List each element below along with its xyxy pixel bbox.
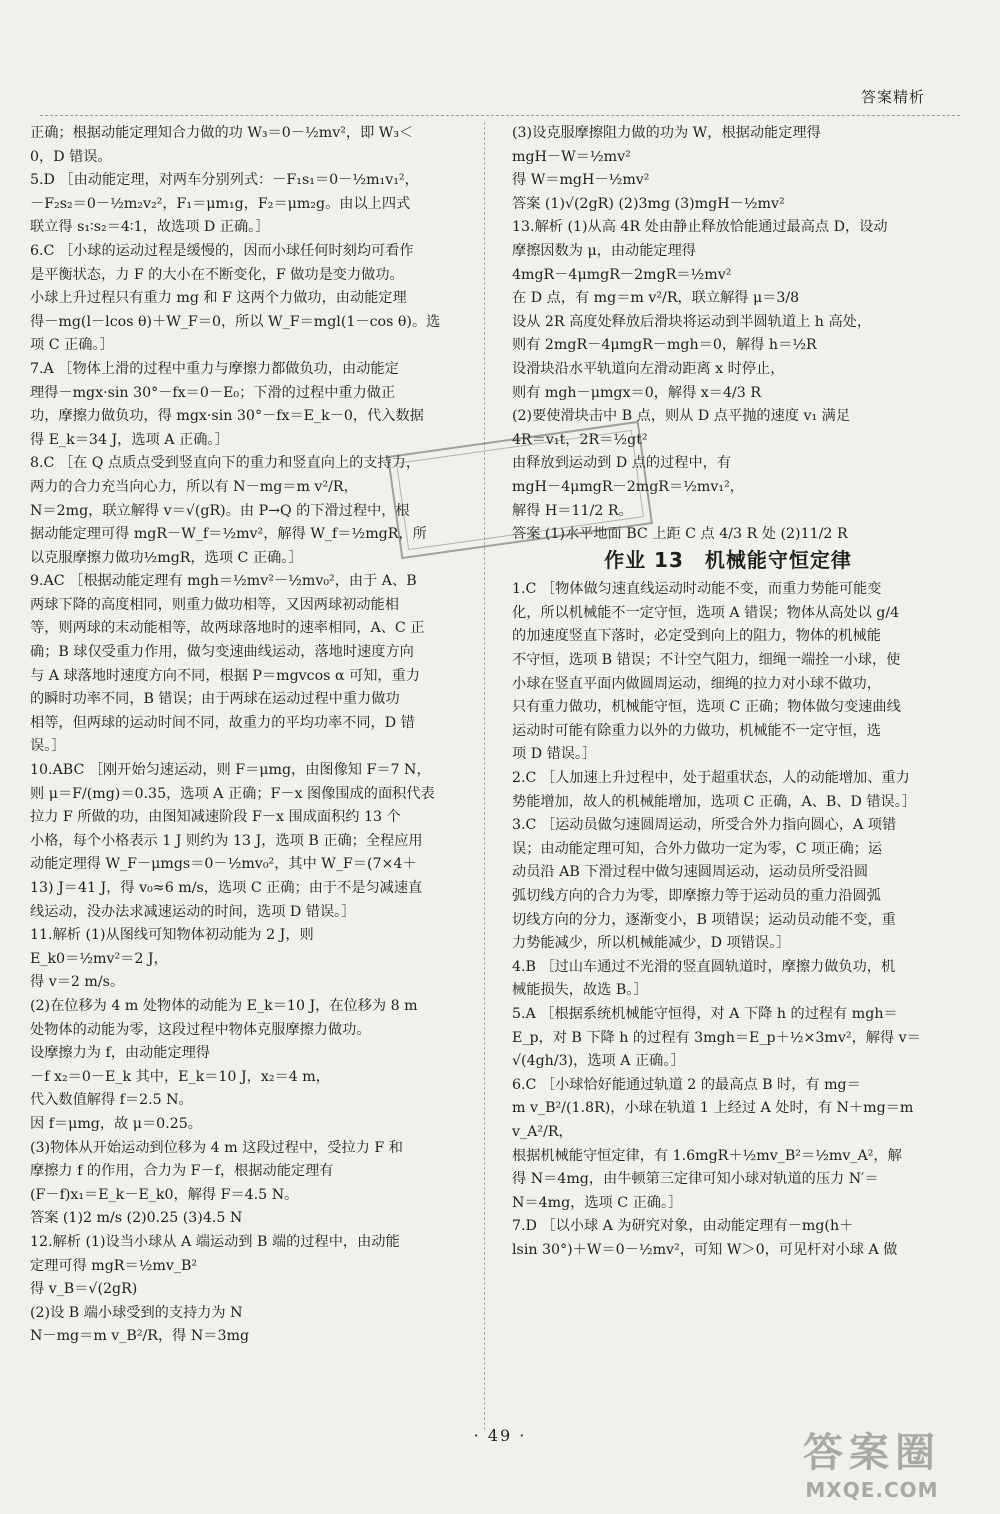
left-column-line: －F₂s₂＝0－½m₂v₂²，F₁＝μm₁g，F₂＝μm₂g。由以上四式	[30, 195, 411, 212]
watermark-logo-url: MXQE.COM	[805, 1478, 939, 1502]
right-column-a-line: 摩擦因数为 μ，由动能定理得	[512, 242, 696, 259]
column-divider	[484, 122, 485, 1430]
left-column-line: 代入数值解得 f＝2.5 N。	[30, 1092, 193, 1109]
right-column-section-13	[512, 578, 944, 1262]
section-title: 作业 13 机械能守恒定律	[604, 547, 852, 572]
right-column-a-line: 则有 2mgR－4μmgR－mgh＝0，解得 h＝½R	[512, 337, 817, 354]
right-column-b-line: 1.C ［物体做匀速直线运动时动能不变，而重力势能可能变	[512, 581, 882, 598]
right-column-a-line: (2)要使滑块击中 B 点，则从 D 点平抛的速度 v₁ 满足	[512, 408, 851, 425]
right-column-b-line: m v_B²/(1.8R)，小球在轨道 1 上经过 A 处时，有 N＋mg＝m v_A²/R，	[512, 1100, 914, 1140]
right-column-a-line: mgH－4μmgR－2mgR＝½mv₁²，	[512, 478, 744, 495]
left-column	[30, 122, 468, 1349]
header-title: 答案精析	[860, 88, 925, 106]
left-column-line: 得－mg(l－lcos θ)＋W_F＝0，所以 W_F＝mgl(1－cos θ)。选	[30, 313, 441, 330]
right-column-b-line: 力势能减少，所以机械能减少，D 项错误。］	[512, 935, 791, 952]
left-column-line: 理得－mgx·sin 30°－fx＝0－E₀；下滑的过程中重力做正	[30, 384, 396, 401]
right-column-a-line: 答案 (1)√(2gR) (2)3mg (3)mgH－½mv²	[512, 195, 785, 212]
right-column-a-line: 4mgR－4μmgR－2mgR＝½mv²	[512, 266, 732, 283]
left-column-line: 正确；根据动能定理知合力做的功 W₃＝0－½mv²，即 W₃＜	[30, 125, 414, 141]
right-column-b-line: 3.C ［运动员做匀速圆周运动，所受合外力指向圆心，A 项错	[512, 817, 897, 834]
right-column-b-line: 4.B ［过山车通过不光滑的竖直圆轨道时，摩擦力做负功，机	[512, 958, 896, 975]
watermark-logo-mark: 答案圈	[803, 1430, 941, 1476]
left-column-line: 9.AC ［根据动能定理有 mgh＝½mv²－½mv₀²，由于 A、B	[30, 573, 417, 590]
right-column-b-line: E_p，对 B 下降 h 的过程有 3mgh＝E_p＋½×3mv²，解得 v＝	[512, 1029, 921, 1046]
right-column-a-line: 4R＝v₁t，2R＝½gt²	[512, 431, 648, 448]
right-column-a-line: mgH－W＝½mv²	[512, 148, 631, 165]
left-column-line: 则 μ＝F/(mg)＝0.35，选项 A 正确；F－x 图像围成的面积代表	[30, 785, 435, 802]
site-watermark-logo	[762, 1428, 982, 1508]
left-column-line: 据动能定理可得 mgR－W_f＝½mv²，解得 W_f＝½mgR，所	[30, 526, 427, 543]
right-column-a-line: 由释放到运动到 D 点的过程中，有	[512, 455, 732, 472]
left-column-line: 处物体的动能为零，这段过程中物体克服摩擦力做功。	[30, 1021, 371, 1038]
left-column-line: 5.D ［由动能定理，对两车分别列式：－F₁s₁＝0－½m₁v₁²，	[30, 172, 419, 189]
left-column-line: －f x₂＝0－E_k 其中，E_k＝10 J，x₂＝4 m，	[30, 1068, 330, 1085]
right-column-a-line: 设滑块沿水平轨道向左滑动距离 x 时停止，	[512, 360, 785, 377]
right-column-a-line: 则有 mgh－μmgx＝0，解得 x＝4/3 R	[512, 384, 762, 401]
left-column-line: 等，则两球的末动能相等，故两球落地时的速率相同，A、C 正	[30, 620, 425, 637]
left-column-line: 定理可得 mgR＝½mv_B²	[30, 1257, 198, 1274]
right-column-b-line: 误；由动能定理可知，合外力做功一定为零，C 项正确；运	[512, 840, 883, 857]
left-column-line: 小球上升过程只有重力 mg 和 F 这两个力做功，由动能定理	[30, 290, 407, 307]
left-column-line: E_k0＝½mv²＝2 J，	[30, 950, 168, 967]
left-column-line: 线运动，没办法求减速运动的时间，选项 D 错误。］	[30, 903, 356, 920]
left-column-line: 与 A 球落地时速度方向不同，根据 P＝mgvcos α 可知，重力	[30, 667, 420, 684]
right-column-a-line: 得 W＝mgH－½mv²	[512, 172, 650, 189]
left-column-line: 10.ABC ［刚开始匀速运动，则 F＝μmg，由图像知 F＝7 N，	[30, 762, 431, 779]
right-column-b-line: 2.C ［人加速上升过程中，处于超重状态，人的动能增加、重力	[512, 770, 910, 787]
right-column-a-line: 13.解析 (1)从高 4R 处由静止释放恰能通过最高点 D，设动	[512, 219, 888, 236]
left-column-line: (3)物体从开始运动到位移为 4 m 这段过程中，受拉力 F 和	[30, 1139, 403, 1156]
left-column-line: 12.解析 (1)设当小球从 A 端运动到 B 端的过程中，由动能	[30, 1233, 400, 1250]
left-column-line: 得 v＝2 m/s。	[30, 974, 125, 991]
left-column-line: (2)在位移为 4 m 处物体的动能为 E_k＝10 J，在位移为 8 m	[30, 997, 418, 1014]
left-column-line: 得 v_B＝√(2gR)	[30, 1281, 138, 1298]
left-column-line: 6.C ［小球的运动过程是缓慢的，因而小球任何时刻均可看作	[30, 242, 414, 259]
left-column-line: 小格，每个小格表示 1 J 则约为 13 J，选项 B 正确；全程应用	[30, 832, 423, 849]
left-column-line: 摩擦力 f 的作用，合力为 F－f，根据动能定理有	[30, 1163, 334, 1180]
left-column-line: 因 f＝μmg，故 μ＝0.25。	[30, 1115, 202, 1132]
left-column-line: 动能定理得 W_F－μmgs＝0－½mv₀²，其中 W_F＝(7×4＋	[30, 856, 417, 873]
right-column-b-line: lsin 30°)＋W＝0－½mv²，可知 W＞0，可见杆对小球 A 做	[512, 1241, 898, 1258]
left-column-line: 联立得 s₁∶s₂＝4∶1，故选项 D 正确。］	[30, 219, 270, 236]
right-column-b-line: 只有重力做功，机械能守恒，选项 C 正确；物体做匀变速曲线	[512, 699, 901, 716]
left-column-line: 0，D 错误。	[30, 148, 112, 165]
left-column-line: N－mg＝m v_B²/R，得 N＝3mg	[30, 1328, 250, 1345]
left-column-line: 两力的合力充当向心力，所以有 N－mg＝m v²/R，	[30, 478, 358, 495]
left-column-line: 以克服摩擦力做功½mgR，选项 C 正确。］	[30, 549, 303, 566]
right-column-b-line: 6.C ［小球恰好能通过轨道 2 的最高点 B 时，有 mg＝	[512, 1076, 861, 1093]
right-column-b-line: 化，所以机械能不一定守恒，选项 A 错误；物体从高处以 g/4	[512, 604, 900, 621]
right-column-b-line: 切线方向的分力，逐渐变小，B 项错误；运动员动能不变，重	[512, 911, 896, 928]
left-column-line: 13) J＝41 J，得 v₀≈6 m/s，选项 C 正确；由于不是匀减速直	[30, 880, 423, 896]
left-column-line: 答案 (1)2 m/s (2)0.25 (3)4.5 N	[30, 1210, 243, 1227]
header-divider	[40, 115, 960, 117]
right-column-b-line: 项 D 错误。］	[512, 746, 597, 763]
right-column-a-line: 解得 H＝11/2 R。	[512, 502, 633, 519]
left-column-line: 11.解析 (1)从图线可知物体初动能为 2 J，则	[30, 927, 314, 944]
left-column-line: (2)设 B 端小球受到的支持力为 N	[30, 1304, 243, 1321]
right-column-b-line: 械能损失，故选 B。］	[512, 982, 648, 999]
right-column-b-line: 7.D ［以小球 A 为研究对象，由动能定理有－mg(h＋	[512, 1218, 854, 1235]
page-number: · 49 ·	[473, 1426, 527, 1445]
right-column-b-line: √(4gh/3)，选项 A 正确。］	[512, 1053, 685, 1070]
right-column-b-line: 不守恒，选项 B 错误；不计空气阻力，细绳一端拴一小球，使	[512, 652, 901, 669]
right-column-b-line: 的加速度竖直下落时，必定受到向上的阻力，物体的机械能	[512, 628, 881, 645]
left-column-line: 拉力 F 所做的功，由图知减速阶段 F－x 围成面积约 13 个	[30, 809, 401, 826]
left-column-line: 功，摩擦力做负功，得 mgx·sin 30°－fx＝E_k－0，代入数据	[30, 408, 424, 425]
right-column-b-line: 小球在竖直平面内做圆周运动，细绳的拉力对小球不做功，	[512, 675, 881, 692]
left-column-line: 确；B 球仅受重力作用，做匀变速曲线运动，落地时速度方向	[30, 644, 414, 661]
right-column	[512, 122, 944, 1263]
right-column-b-line: 弧切线方向的合力为零，即摩擦力等于运动员的重力沿圆弧	[512, 888, 881, 904]
left-column-line: 的瞬时功率不同，B 错误；由于两球在运动过程中重力做功	[30, 691, 400, 708]
right-column-b-line: 运动时可能有除重力以外的力做功，机械能不一定守恒，选	[512, 722, 881, 739]
left-column-line: 两球下降的高度相同，则重力做功相等，又因两球初动能相	[30, 596, 399, 613]
right-column-b-line: N＝4mg，选项 C 正确。］	[512, 1194, 683, 1211]
left-column-line: 是平衡状态，力 F 的大小在不断变化，F 做功是变力做功。	[30, 266, 404, 283]
left-column-line: 得 E_k＝34 J，选项 A 正确。］	[30, 431, 229, 448]
right-column-b-line: 5.A ［根据系统机械能守恒得，对 A 下降 h 的过程有 mgh＝	[512, 1005, 898, 1022]
left-column-line: 相等，但两球的运动时间不同，故重力的平均功率不同，D 错	[30, 714, 415, 731]
left-column-line: N＝2mg，联立解得 v＝√(gR)。由 P→Q 的下滑过程中，根	[30, 502, 410, 519]
left-column-line: (F－f)x₁＝E_k－E_k0，解得 F＝4.5 N。	[30, 1186, 299, 1203]
left-column-line: 设摩擦力为 f，由动能定理得	[30, 1045, 211, 1062]
right-column-b-line: 根据机械能守恒定律，有 1.6mgR＋½mv_B²＝½mv_A²，解	[512, 1147, 902, 1164]
left-column-line: 项 C 正确。］	[30, 337, 114, 354]
right-column-a-line: 答案 (1)水平地面 BC 上距 C 点 4/3 R 处 (2)11/2 R	[512, 526, 848, 543]
left-column-line: 误。］	[30, 738, 66, 755]
right-column-b-line: 得 N＝4mg，由牛顿第三定律可知小球对轨道的压力 N′＝	[512, 1171, 879, 1188]
left-column-line: 8.C ［在 Q 点质点受到竖直向下的重力和竖直向上的支持力，	[30, 455, 421, 472]
right-column-a-line: 在 D 点，有 mg＝m v²/R，联立解得 μ＝3/8	[512, 290, 800, 307]
left-column-line: 7.A ［物体上滑的过程中重力与摩擦力都做负功，由动能定	[30, 360, 399, 377]
right-column-a-line: 设从 2R 高度处释放后滑块将运动到半圆轨道上 h 高处，	[512, 313, 872, 330]
right-column-a-line: (3)设克服摩擦阻力做的功为 W，根据动能定理得	[512, 125, 821, 141]
right-column-b-line: 动员沿 AB 下滑过程中做匀速圆周运动，运动员所受沿圆	[512, 864, 869, 881]
right-column-b-line: 势能增加，故人的机械能增加，选项 C 正确，A、B、D 错误。］	[512, 793, 917, 810]
